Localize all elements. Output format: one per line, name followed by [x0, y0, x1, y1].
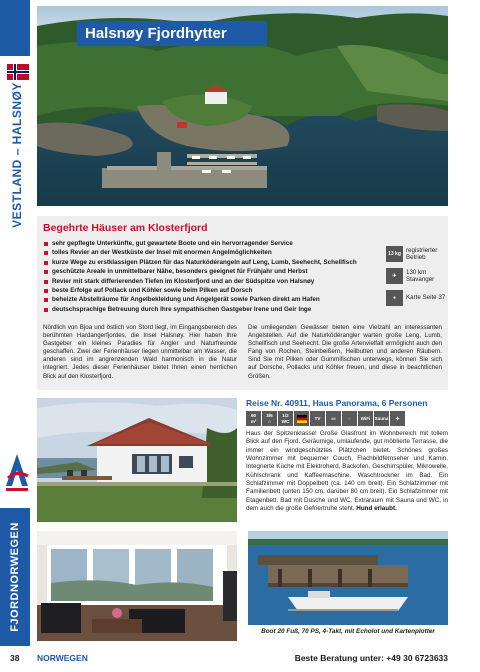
listing-description-text: Haus der Spitzenklasse! Große Glasfront im Wohnbereich mit tollem Blick auf den Fjord. Geräumige, umlaufende, gut möblierte Terrasse, die immer ein windgeschütztes Plätzchen bietet. Schönes großes Wohnzimmer mit bequemer Couch, Flachbildfernseher und Kamin. Integrierte Küche mit Elektroherd, Backofen, Geschirrspüler, Mikrowelle, Kühlschrank und Kaffeemaschine. Waschtrockner im Bad. Ein Schlafzimmer mit Doppelbett (ca. 140 cm breit). Ein Schlafzimmer mit Familienbett (unten 150 cm, darüber 80 cm breit). Ein Schlafzimmer mit Etagenbett. Bad mit Dusche und WC. Extraraum mit Sauna und WC, in dem auch die große Gefriertruhe steht. — [246, 430, 448, 513]
page-number: 38 — [10, 653, 20, 663]
list-item: sehr gepflegte Unterkünfte, gut gewartete Boote und ein hervorragender Service — [43, 239, 383, 248]
boat-caption: Boot 20 Fuß, 70 PS, 4-Takt, mit Echolot und Kartenplotter — [261, 628, 435, 635]
fact-map — [386, 290, 448, 306]
icon-text: ▭ — [331, 415, 336, 421]
brand-label: FJORDNORWEGEN — [9, 522, 21, 632]
region-label — [2, 82, 32, 228]
icon-text: ⌂ — [268, 418, 271, 424]
feature-list — [43, 239, 383, 314]
region-label-text: VESTLAND – HALSNØY — [10, 82, 24, 228]
fact-text: Karte Seite 37 — [406, 294, 446, 302]
description-left: Nördlich von Bjoa und östlich von Stord liegt, im Eingangsbereich des berühmten Hardangerfjordes, die Insel Halsnøy. Hier haben Ihre Gastgeber ein kleines Paradies für Angler und Naturfreunde geschaffen. Zwei der Ferienhäuser liegen unmittelbar am Wasser, die anderen sind im angrenzenden Wald harmonisch in die Natur integriert. Jedes dieser Ferienhäuser bietet Ihnen einen herrlichen Blick auf den Klosterfjord. — [43, 324, 237, 380]
description-columns — [43, 324, 442, 381]
info-title: Begehrte Häuser am Klosterfjord — [43, 222, 208, 234]
list-item: deutschsprachige Betreuung durch Ihre sympathischen Gastgeber Irene und Geir Inge — [43, 305, 383, 314]
area-icon — [246, 411, 261, 426]
list-item: tolles Revier an der Westküste der Insel mit enormen Angelmöglichkeiten — [43, 248, 383, 257]
hero-title: Halsnøy Fjordhytter — [77, 21, 267, 46]
sauna-icon — [374, 411, 389, 426]
list-item: kurze Wege zu erstklassigen Plätzen für das Naturködérangeln auf Leng, Lumb, Seehecht, Schellfisch — [43, 258, 383, 267]
list-item: beheizte Abstellräume für Angelbekleidung und Angelgerät sowie Parken direkt am Hafen — [43, 295, 383, 304]
fact-text: registrierter Betrieb — [406, 246, 438, 261]
icon-text: 1/2 — [282, 413, 289, 419]
icon-text: WC — [281, 418, 290, 424]
airplane-icon: ✈ — [386, 268, 403, 284]
left-sidebar — [0, 0, 34, 672]
icon-text: m² — [250, 418, 257, 424]
icon-text: WiFi — [360, 415, 371, 421]
boat-photo — [248, 531, 448, 625]
wifi-icon — [358, 411, 373, 426]
icon-text: 3/6 — [266, 413, 273, 419]
fact-registered — [386, 246, 448, 262]
sidebar-top-bar — [0, 0, 30, 56]
list-item: Revier mit stark differierenden Tiefen im Klosterfjord und an der Südspitze von Halsnøy — [43, 277, 383, 286]
bathroom-icon — [278, 411, 293, 426]
map-pin-icon: ● — [386, 290, 403, 306]
living-room-photo — [37, 531, 237, 641]
icon-text: Sauna — [374, 415, 389, 421]
german-flag-icon — [294, 411, 309, 426]
list-item: beste Erfolge auf Pollack und Köhler sowie beim Pilken auf Dorsch — [43, 286, 383, 295]
footer-country: NORWEGEN — [37, 653, 88, 663]
icon-text: ◌ — [348, 415, 351, 421]
pets-allowed-icon — [390, 411, 405, 426]
hero-aerial-photo — [37, 6, 448, 206]
brand-logo-icon — [4, 452, 30, 492]
quick-facts — [386, 246, 448, 312]
icon-text: 90 — [250, 413, 257, 419]
norway-flag-icon — [7, 64, 29, 80]
house-exterior-photo — [37, 398, 237, 522]
amenity-icons — [246, 411, 448, 426]
sidebar-brand-bar — [0, 508, 30, 646]
listing-title: Reise Nr. 40911, Haus Panorama, 6 Personen — [246, 398, 428, 408]
listing-panel — [246, 398, 448, 513]
tv-icon — [310, 411, 325, 426]
dishwasher-icon — [326, 411, 341, 426]
listing-description — [246, 430, 448, 513]
bedrooms-icon — [262, 411, 277, 426]
icon-text: TV — [314, 415, 321, 421]
fact-distance — [386, 268, 448, 284]
footer-contact: Beste Beratung unter: +49 30 6723633 — [294, 653, 448, 663]
washing-machine-icon — [342, 411, 357, 426]
weight-icon: 13 kg — [386, 246, 403, 262]
info-box — [37, 216, 448, 390]
list-item: geschützte Areale in unmittelbarer Nähe, besonders geeignet für Frühjahr und Herbst — [43, 267, 383, 276]
fact-text: 130 km Stavanger — [406, 268, 435, 283]
description-right: Die umliegenden Gewässer bieten eine Vielzahl an interessanten Angelstellen. Auf die Naturködérangler warten große Leng, Lumb, Schellfisch und Seehecht. Die große Artenvielfalt ermöglicht auch den Fang von Rochen, Steinbeißern, Heilbutten und anderen Räubern. Sind Sie mit Pilken oder Gummifischen unterwegs, können Sie sich auf Dorsche, Pollacks und Köhler freuen, und diese in beachtlichen Größen. — [248, 324, 442, 380]
icon-text: ✣ — [395, 415, 400, 421]
dogs-allowed-note: Hund erlaubt. — [356, 505, 397, 513]
